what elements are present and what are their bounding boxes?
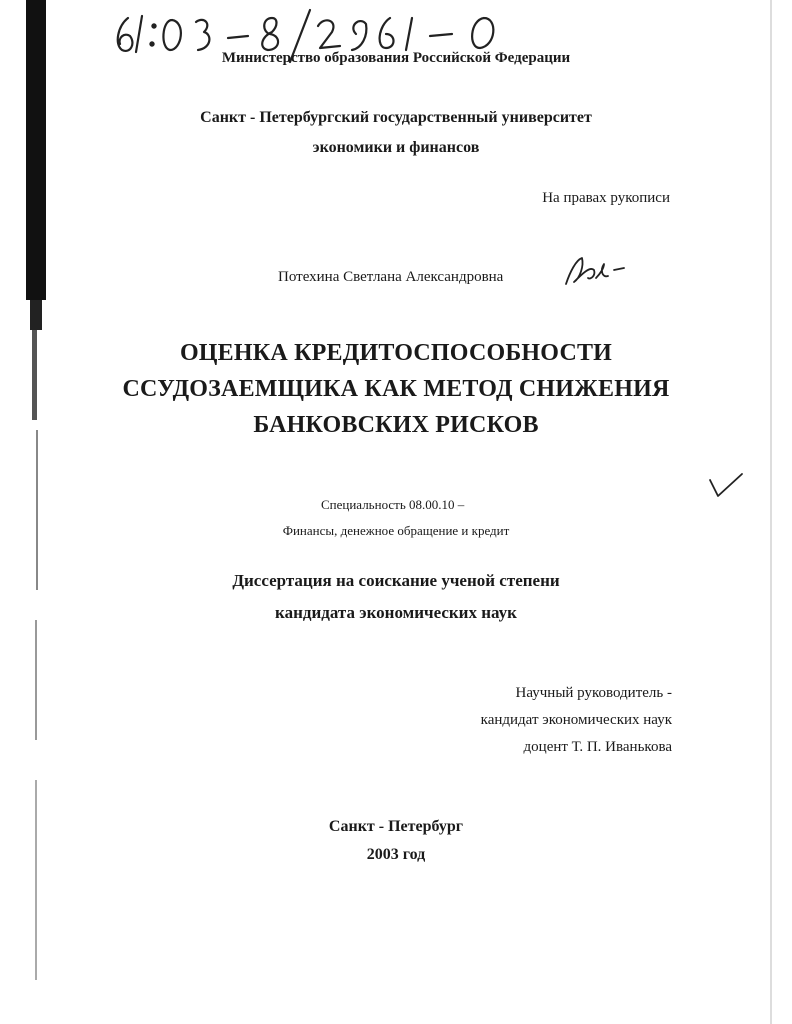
author-name: Потехина Светлана Александровна [278, 269, 504, 285]
year: 2003 год [366, 846, 426, 863]
checkmark [706, 470, 746, 500]
manuscript-rights-note: На правах рукописи [542, 190, 670, 206]
supervisor-label: Научный руководитель - [515, 685, 672, 701]
university-name-line-2: экономики и финансов [312, 139, 480, 156]
ministry-name: Министерство образования Российской Федерации [221, 50, 571, 66]
dissertation-degree-line-1: Диссертация на соискание ученой степени [232, 571, 560, 590]
author-signature [560, 252, 630, 290]
dissertation-degree-line-2: кандидата экономических наук [275, 603, 517, 622]
specialty-name: Финансы, денежное обращение и кредит [282, 523, 510, 538]
thesis-title-line-3: БАНКОВСКИХ РИСКОВ [253, 412, 539, 438]
university-name-line-1: Санкт - Петербургский государственный университет [200, 109, 592, 126]
supervisor-name: доцент Т. П. Иванькова [523, 739, 672, 755]
thesis-title-line-1: ОЦЕНКА КРЕДИТОСПОСОБНОСТИ [179, 340, 613, 366]
city: Санкт - Петербург [328, 818, 464, 835]
supervisor-degree: кандидат экономических наук [480, 712, 672, 728]
specialty-code: Специальность 08.00.10 – [321, 497, 465, 512]
thesis-title-line-2: ССУДОЗАЕМЩИКА КАК МЕТОД СНИЖЕНИЯ [122, 376, 670, 402]
